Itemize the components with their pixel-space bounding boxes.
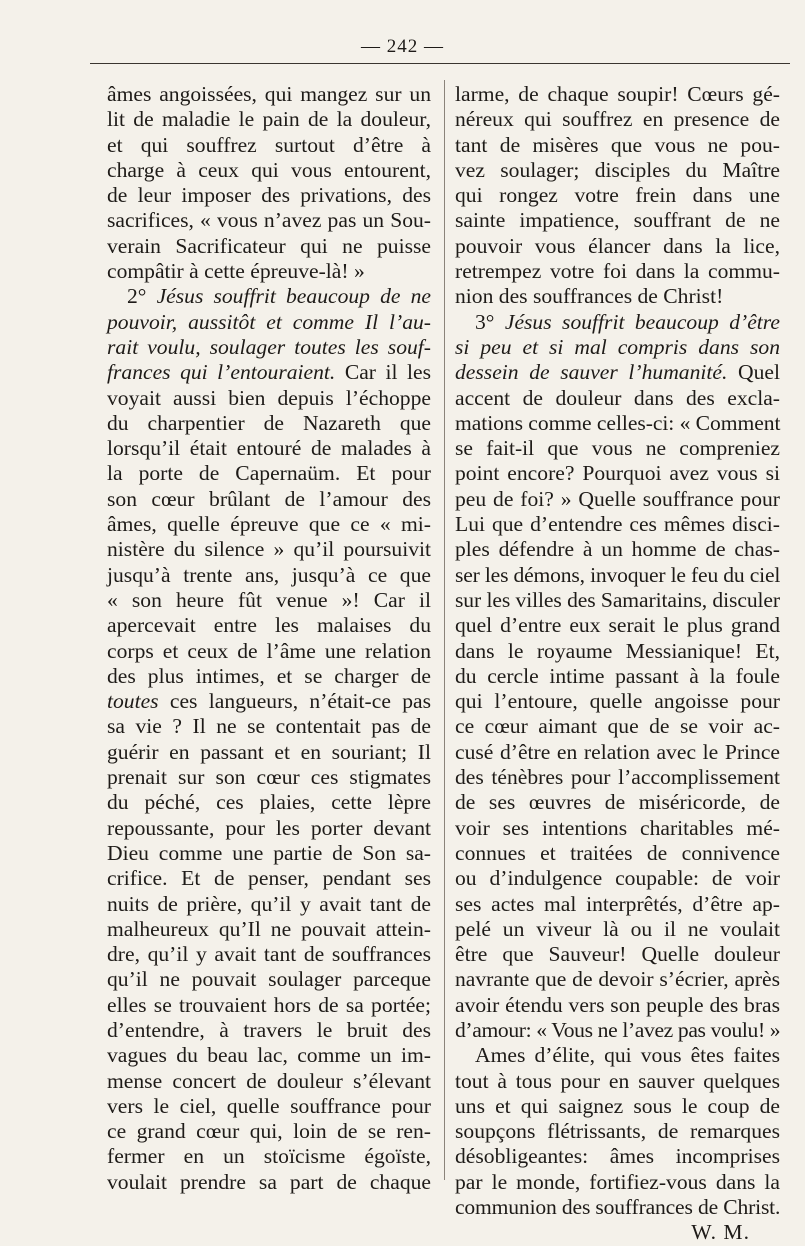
- text-line: voyait aussi bien depuis l’échoppe: [107, 385, 431, 410]
- text-line: crifice. Et de penser, pendant ses: [107, 866, 431, 891]
- text-line: lit de maladie le pain de la douleur,: [107, 107, 431, 132]
- text-line: 2° Jésus souffrit beaucoup de ne: [127, 284, 431, 309]
- text-line: d’entendre, à travers le bruit des: [107, 1017, 431, 1042]
- text-line: ce grand cœur qui, loin de se ren-: [107, 1119, 431, 1144]
- page-number: — 242 —: [361, 36, 444, 57]
- text-line: du cercle intime passant à la foule: [455, 663, 780, 688]
- text-line: qui l’entoure, quelle angoisse pour: [455, 689, 780, 714]
- text-line: soupçons flétrissants, de remarques: [455, 1119, 780, 1144]
- text-line: ser les démons, invoquer le feu du ciel: [455, 562, 781, 587]
- text-line: mense concert de douleur s’élevant: [107, 1068, 431, 1093]
- text-line: verain Sacrificateur qui ne puisse: [107, 233, 431, 258]
- text-line: se fait-il que vous ne compreniez: [455, 436, 780, 461]
- text-line: guérir en passant et en souriant; Il: [107, 739, 431, 764]
- text-line: nistère du silence » qu’il poursuivit: [107, 537, 431, 562]
- text-line: sur les villes des Samaritains, disculer: [455, 587, 780, 612]
- text-line: rait voulu, soulager toutes les souf-: [107, 334, 431, 359]
- text-line: pouvoir, aussitôt et comme Il l’au-: [107, 309, 431, 334]
- text-line: néreux qui souffrez en presence de: [455, 107, 780, 132]
- text-line: connues et traitées de connivence: [455, 840, 780, 865]
- text-line: vagues du beau lac, comme un im-: [107, 1043, 431, 1068]
- text-line: mations comme celles-ci: « Comment: [455, 410, 781, 435]
- text-line: être que Sauveur! Quelle douleur: [455, 942, 780, 967]
- text-line: sa vie ? Il ne se contentait pas de: [107, 714, 431, 739]
- text-line: malheureux qu’Il ne pouvait attein-: [107, 916, 431, 941]
- text-line: âmes, quelle épreuve que ce « mi-: [107, 512, 431, 537]
- text-line: pouvoir vous élancer dans la lice,: [455, 233, 780, 258]
- text-line: dessein de sauver l’humanité. Quel: [455, 360, 781, 385]
- text-line: charge à ceux qui vous entourent,: [107, 157, 431, 182]
- text-line: Ames d’élite, qui vous êtes faites: [475, 1043, 780, 1068]
- text-line: cusé d’être en relation avec le Prince: [455, 739, 780, 764]
- header-rule: [90, 63, 790, 64]
- column-separator: [444, 80, 445, 1180]
- text-line: des ténèbres pour l’accomplissement: [455, 765, 780, 790]
- text-line: tout à tous pour en sauver quelques: [455, 1068, 780, 1093]
- text-line: ses actes mal interprêtés, d’être ap-: [455, 891, 780, 916]
- text-line: dans le royaume Messianique! Et,: [455, 638, 780, 663]
- text-line: sainte impatience, souffrant de ne: [455, 208, 780, 233]
- text-line: repoussante, pour les porter devant: [107, 815, 431, 840]
- text-line: qui rongez votre frein dans une: [455, 183, 780, 208]
- text-line: jusqu’à trente ans, jusqu’à ce que: [107, 562, 431, 587]
- text-line: qu’il ne pouvait soulager parceque: [107, 967, 431, 992]
- text-line: des plus intimes, et se charger de: [107, 663, 431, 688]
- text-line: du péché, ces plaies, cette lèpre: [107, 790, 431, 815]
- text-line: fermer en un stoïcisme égoïste,: [107, 1144, 431, 1169]
- text-line: compâtir à cette épreuve-là! »: [107, 259, 365, 284]
- text-line: pelé un viveur là ou il ne voulait: [455, 916, 780, 941]
- text-line: larme, de chaque soupir! Cœurs gé-: [455, 82, 780, 106]
- text-line: voulait prendre sa part de chaque: [107, 1169, 431, 1194]
- right-column: [455, 82, 780, 1246]
- text-line: communion des souffrances de Christ.: [455, 1195, 781, 1220]
- text-line: Lui que d’entendre ces mêmes disci-: [455, 512, 780, 537]
- text-line: vers le ciel, quelle souffrance pour: [107, 1093, 431, 1118]
- text-line: elles se trouvaient hors de sa portée;: [107, 992, 431, 1017]
- text-line: si peu et si mal compris dans son: [455, 334, 780, 359]
- text-line: dre, qu’il y avait tant de souffrances: [107, 942, 431, 967]
- text-line: « son heure fût venue »! Car il: [107, 587, 431, 612]
- text-line: corps et ceux de l’âme une relation: [107, 638, 431, 663]
- text-line: ou d’indulgence coupable: de voir: [455, 866, 780, 891]
- text-line: tant de misères que vous ne pou-: [455, 132, 780, 157]
- text-line: navrante que de devoir s’écrier, après: [455, 967, 780, 992]
- text-line: 3° Jésus souffrit beaucoup d’être: [475, 309, 780, 334]
- text-line: peu de foi? » Quelle souffrance pour: [455, 486, 780, 511]
- text-line: âmes angoissées, qui mangez sur un: [107, 82, 431, 106]
- text-line: Dieu comme une partie de Son sa-: [107, 840, 431, 865]
- text-line: frances qui l’entouraient. Car il les: [107, 360, 431, 385]
- text-line: voir ses intentions charitables mé-: [455, 815, 780, 840]
- text-line: quel d’entre eux serait le plus grand: [455, 613, 780, 638]
- text-line: ples défendre à un homme de chas-: [455, 537, 780, 562]
- text-line: son cœur brûlant de l’amour des: [107, 486, 431, 511]
- text-line: ce cœur aimant que de se voir ac-: [455, 714, 780, 739]
- text-line: point encore? Pourquoi avez vous si: [455, 461, 780, 486]
- text-line: par le monde, fortifiez-vous dans la: [455, 1169, 780, 1194]
- text-line: toutes ces langueurs, n’était-ce pas: [107, 689, 431, 714]
- text-line: uns et qui saignez sous le coup de: [455, 1093, 780, 1118]
- text-line: sacrifices, « vous n’avez pas un Sou-: [107, 208, 431, 233]
- text-line: nuits de prière, qu’il y avait tant de: [107, 891, 431, 916]
- left-column: [107, 82, 431, 1195]
- text-line: accent de douleur dans des excla-: [455, 385, 780, 410]
- text-line: prenait sur son cœur ces stigmates: [107, 765, 431, 790]
- text-line: avoir étendu vers son peuple des bras: [455, 992, 780, 1017]
- text-line: et qui souffrez surtout d’être à: [107, 132, 431, 157]
- text-line: de leur imposer des privations, des: [107, 183, 431, 208]
- text-line: lorsqu’il était entouré de malades à: [107, 436, 431, 461]
- text-line: vez soulager; disciples du Maître: [455, 157, 780, 182]
- author-signature: W. M.: [691, 1220, 750, 1245]
- text-line: du charpentier de Nazareth que: [107, 410, 431, 435]
- text-line: désobligeantes: âmes incomprises: [455, 1144, 780, 1169]
- text-line: nion des souffrances de Christ!: [455, 284, 724, 309]
- text-line: apercevait entre les malaises du: [107, 613, 431, 638]
- text-line: retrempez votre foi dans la commu-: [455, 259, 780, 284]
- text-line: de ses œuvres de miséricorde, de: [455, 790, 780, 815]
- text-line: d’amour: « Vous ne l’avez pas voulu! »: [455, 1017, 781, 1042]
- text-line: la porte de Capernaüm. Et pour: [107, 461, 431, 486]
